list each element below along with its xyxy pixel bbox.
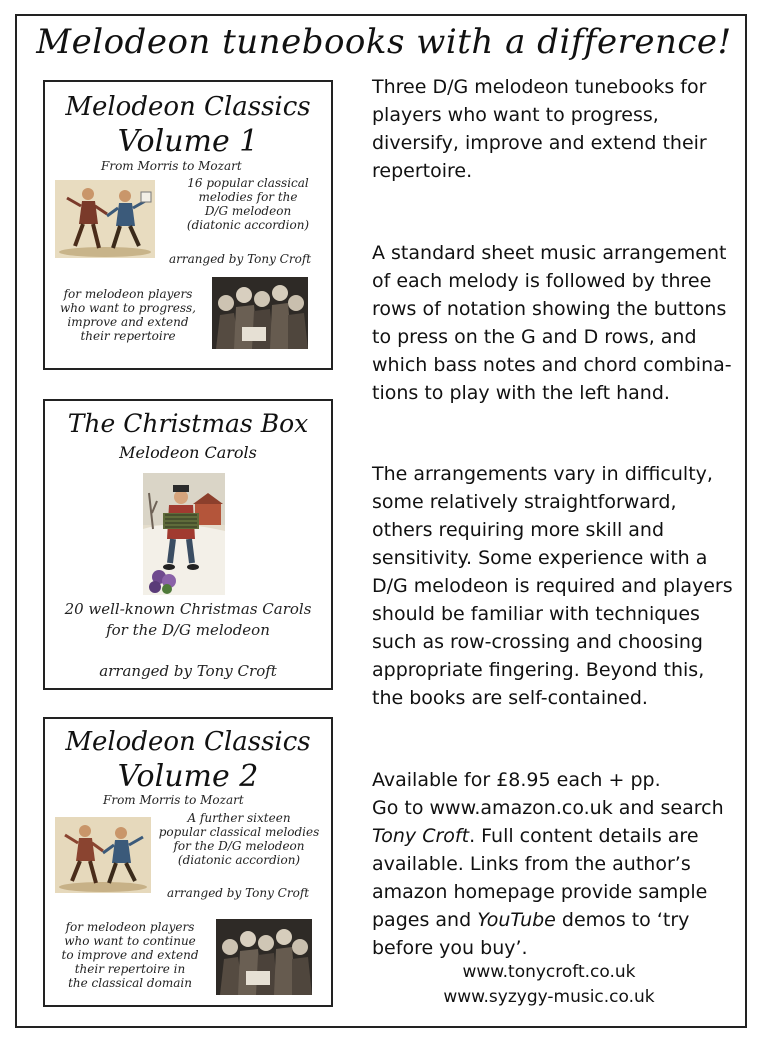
availability-line6 — [372, 906, 742, 934]
book1-audience-line4: their repertoire — [80, 329, 176, 343]
book1-blurb-line1: 16 popular classical — [187, 176, 309, 190]
book3-blurb-line4: (diatonic accordion) — [177, 853, 301, 867]
arrangement-line5: which bass notes and chord combina- — [372, 354, 732, 376]
arrangement-paragraph — [372, 239, 742, 407]
arrangement-line1: A standard sheet music arrangement — [372, 242, 727, 264]
youtube-term: YouTube — [477, 909, 556, 931]
availability-paragraph — [372, 766, 742, 962]
availability-line5: amazon homepage provide sample — [372, 881, 708, 903]
difficulty-line3: others requiring more skill and — [372, 519, 665, 541]
book2-christmas-accordion-image — [143, 473, 225, 595]
arrangement-line2: of each melody is followed by three — [372, 270, 712, 292]
difficulty-line4: sensitivity. Some experience with a — [372, 547, 708, 569]
intro-line3: diversify, improve and extend their — [372, 132, 707, 154]
book2-title: The Christmas Box — [67, 409, 309, 438]
book3-audience-line3: to improve and extend — [61, 948, 199, 962]
book3-morris-dancers-image — [55, 817, 151, 893]
intro-paragraph — [372, 73, 742, 185]
book-card-christmas-box — [43, 399, 333, 690]
book1-blurb-line4: (diatonic accordion) — [186, 218, 310, 232]
book3-title-line1: Melodeon Classics — [65, 727, 311, 757]
book3-composers-portrait-image — [216, 919, 312, 995]
book3-blurb-line1: A further sixteen — [187, 811, 291, 825]
book-card-classics-vol1 — [43, 80, 333, 370]
difficulty-line8: appropriate fingering. Beyond this, — [372, 659, 705, 681]
arrangement-line4: to press on the G and D rows, and — [372, 326, 697, 348]
author-search-term: Tony Croft — [372, 825, 470, 847]
book3-audience — [47, 920, 213, 990]
book3-blurb-line3: for the D/G melodeon — [173, 839, 305, 853]
book2-blurb-line2: for the D/G melodeon — [106, 621, 270, 639]
page-headline: Melodeon tunebooks with a difference! — [36, 22, 732, 62]
difficulty-line1: The arrangements vary in difficulty, — [372, 463, 713, 485]
syzygy-music-url[interactable]: www.syzygy-music.co.uk — [443, 987, 655, 1007]
book1-audience-line3: improve and extend — [67, 315, 189, 329]
book3-subtitle: From Morris to Mozart — [103, 793, 244, 807]
arrangement-line3: rows of notation showing the buttons — [372, 298, 727, 320]
book1-title-line2: Volume 1 — [117, 124, 259, 159]
book2-blurb — [45, 599, 331, 641]
difficulty-line2: some relatively straightforward, — [372, 491, 677, 513]
book1-audience-line1: for melodeon players — [63, 287, 193, 301]
difficulty-line7: such as row-crossing and choosing — [372, 631, 703, 653]
difficulty-line9: the books are self-contained. — [372, 687, 648, 709]
book3-audience-line1: for melodeon players — [65, 920, 195, 934]
book1-audience — [49, 287, 207, 343]
book1-blurb-line2: melodies for the — [198, 190, 298, 204]
book1-title-line1: Melodeon Classics — [65, 92, 311, 122]
book3-audience-line2: who want to continue — [64, 934, 196, 948]
availability-line3 — [372, 822, 742, 850]
book1-morris-dancers-image — [55, 180, 155, 258]
difficulty-line5: D/G melodeon is required and players — [372, 575, 733, 597]
tonycroft-url[interactable]: www.tonycroft.co.uk — [462, 962, 636, 982]
book1-composers-portrait-image — [212, 277, 308, 349]
availability-line7: before you buy’. — [372, 937, 528, 959]
book3-title-line2: Volume 2 — [117, 759, 259, 794]
book1-blurb — [173, 176, 323, 232]
book2-blurb-line1: 20 well-known Christmas Carols — [64, 600, 312, 618]
book3-blurb-line2: popular classical melodies — [158, 825, 320, 839]
intro-line1: Three D/G melodeon tunebooks for — [372, 76, 707, 98]
book-card-classics-vol2 — [43, 717, 333, 1007]
book1-subtitle: From Morris to Mozart — [101, 159, 242, 173]
book2-arranger: arranged by Tony Croft — [99, 662, 277, 680]
availability-line2: Go to www.amazon.co.uk and search — [372, 797, 724, 819]
difficulty-paragraph — [372, 460, 742, 712]
book3-audience-line5: the classical domain — [68, 976, 192, 990]
availability-line6-post: demos to ‘try — [555, 909, 690, 931]
arrangement-line6: tions to play with the left hand. — [372, 382, 670, 404]
book1-blurb-line3: D/G melodeon — [204, 204, 292, 218]
book3-audience-line4: their repertoire in — [74, 962, 186, 976]
intro-line2: players who want to progress, — [372, 104, 659, 126]
availability-line1: Available for £8.95 each + pp. — [372, 769, 661, 791]
book1-arranger: arranged by Tony Croft — [169, 252, 312, 266]
book3-blurb — [151, 811, 327, 867]
book3-arranger: arranged by Tony Croft — [167, 886, 310, 900]
availability-line3-rest: . Full content details are — [469, 825, 699, 847]
availability-line4: available. Links from the author’s — [372, 853, 691, 875]
book2-subtitle: Melodeon Carols — [119, 443, 257, 462]
intro-line4: repertoire. — [372, 160, 473, 182]
availability-line6-pre: pages and — [372, 909, 478, 931]
difficulty-line6: should be familiar with techniques — [372, 603, 700, 625]
book1-audience-line2: who want to progress, — [60, 301, 196, 315]
